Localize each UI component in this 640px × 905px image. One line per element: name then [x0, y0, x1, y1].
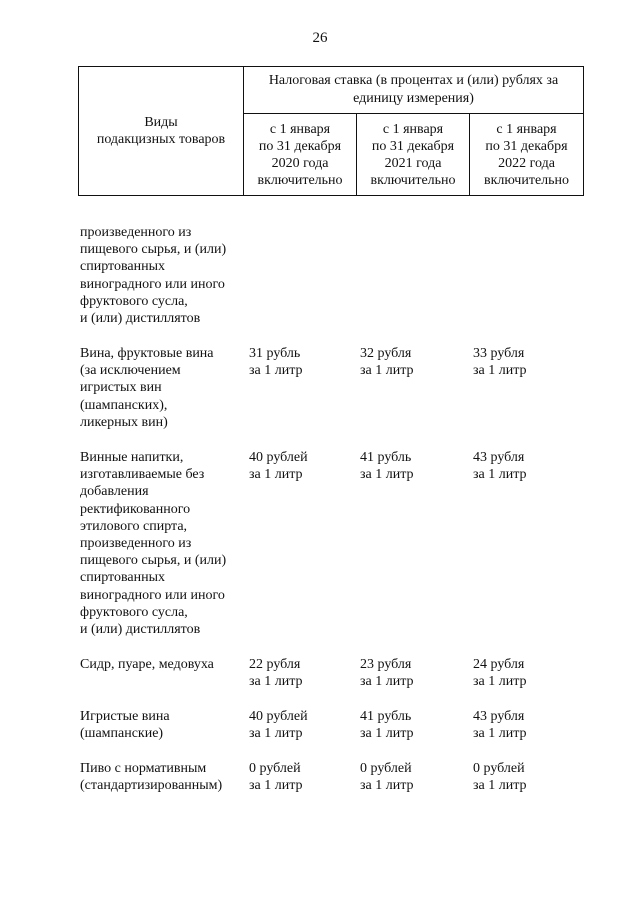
row-rate-2020: 0 рублей за 1 литр — [249, 761, 303, 794]
row-rate-2022: 43 рубля за 1 литр — [473, 709, 527, 742]
column-header-period-2021: с 1 января по 31 декабря 2021 года включительно — [357, 114, 470, 195]
row-rate-2021: 41 рубль за 1 литр — [360, 450, 414, 483]
row-rate-2021: 41 рубль за 1 литр — [360, 709, 414, 742]
column-header-rate-title: Налоговая ставка (в процентах и (или) рублях за единицу измерения) — [244, 67, 583, 114]
row-rate-2020: 31 рубль за 1 литр — [249, 346, 303, 379]
column-header-kinds: Виды подакцизных товаров — [79, 67, 244, 195]
row-rate-2020: 40 рублей за 1 литр — [249, 709, 308, 742]
row-rate-2022: 24 рубля за 1 литр — [473, 657, 527, 690]
column-header-period-2022: с 1 января по 31 декабря 2022 года включительно — [483, 121, 570, 188]
row-rate-2021: 23 рубля за 1 литр — [360, 657, 414, 690]
row-rate-2020: 22 рубля за 1 литр — [249, 657, 303, 690]
row-rate-2021: 32 рубля за 1 литр — [360, 346, 414, 379]
table-header — [78, 66, 584, 196]
page-number: 26 — [312, 30, 328, 46]
row-rate-2020: 40 рублей за 1 литр — [249, 450, 308, 483]
row-product-name: Винные напитки, изготавливаемые без добавления ректификованного этилового спирта, произведенного из пищевого сырья, и (или) спиртованных виноградного или иного фруктового сусла, и (или) дистиллятов — [80, 450, 227, 638]
column-header-period-2020: с 1 января по 31 декабря 2020 года включительно — [244, 114, 357, 195]
row-product-name: Сидр, пуаре, медовуха — [80, 657, 214, 672]
row-product-name: произведенного из пищевого сырья, и (или) спиртованных виноградного или иного фруктового сусла, и (или) дистиллятов — [80, 225, 227, 327]
row-rate-2022: 43 рубля за 1 литр — [473, 450, 527, 483]
row-product-name: Игристые вина (шампанские) — [80, 709, 170, 742]
row-rate-2022: 0 рублей за 1 литр — [473, 761, 527, 794]
row-product-name: Пиво с нормативным (стандартизированным) — [80, 761, 223, 794]
row-rate-2021: 0 рублей за 1 литр — [360, 761, 414, 794]
row-rate-2022: 33 рубля за 1 литр — [473, 346, 527, 379]
row-product-name: Вина, фруктовые вина (за исключением игристых вин (шампанских), ликерных вин) — [80, 346, 214, 430]
